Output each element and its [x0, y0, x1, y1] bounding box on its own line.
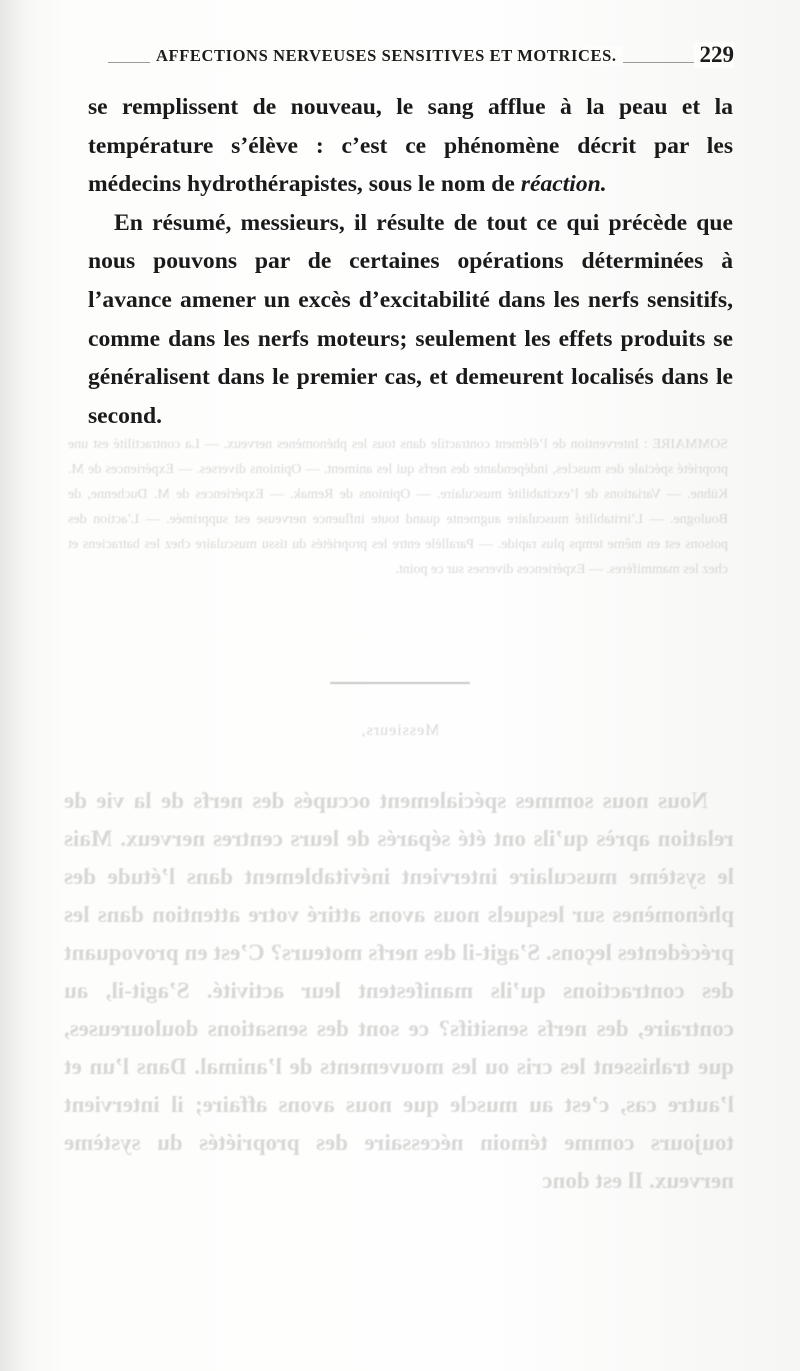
bleed-paragraph-text: Nous nous sommes spécialement occupés des nerfs de la vie de relation après qu’ils ont été séparés de leurs centres nerveux. Mais le système musculaire intervient inévitablement dans l’étude des phénomènes sur lesquels nous avons attiré votre attention dans les précédentes leçons. S’agit-il des nerfs moteurs? C’est en provoquant des contractions qu’ils manifestent leur activité. S’agit-il, au contraire, des nerfs sensitifs? ce sont des sensations douloureuses, que trahissent les cris ou les mouvements de l’animal. Dans l’un et l’autre cas, c’est au muscle que nous avons affaire; il intervient toujours comme témoin nécessaire des propriétés du système nerveux. Il est donc	[64, 788, 734, 1193]
page-number: 229	[694, 42, 735, 68]
bleed-summary: SOMMAIRE : Intervention de l’élément contractile dans tous les phénomènes nerveux. — La contractilité est une propriété spéciale des muscles, indépendante des nerfs qui les animent. — Opinions diverses. — Expériences de M. Kühne. — Variations de l’excitabilité musculaire. — Opinions de Remak. — Expériences de M. Duchenne, de Boulogne. — L’irritabilité musculaire augmente quand toute influence nerveuse est supprimée. — L’action des poisons est en même temps plus rapide. — Parallèle entre les propriétés du tissu musculaire chez les batraciens et chez les mammifères. — Expériences diverses sur ce point.	[68, 437, 728, 577]
running-title: AFFECTIONS NERVEUSES SENSITIVES ET MOTRICES.	[150, 46, 623, 66]
bleed-through-text	[0, 420, 800, 1261]
bleed-rule	[330, 682, 470, 684]
paragraph-1-italic: réaction.	[520, 171, 607, 198]
bleed-paragraph	[64, 782, 734, 1200]
running-head	[88, 42, 734, 72]
bleed-heading: Messieurs,	[360, 722, 440, 739]
paragraph-1	[88, 88, 733, 204]
paragraph-2: En résumé, messieurs, il résulte de tout ce qui précède que nous pouvons par de certaines opérations déterminées à l’avance amener un excès d’excitabilité dans les nerfs sensitifs, comme dans les nerfs moteurs; seulement les effets produits se généralisent dans le premier cas, et demeurent localisés dans le second.	[88, 209, 733, 429]
main-text	[88, 88, 733, 435]
paragraph-1-text: se remplissent de nouveau, le sang afflue à la peau et la température s’élève : c’est ce phénomène décrit par les médecins hydrothérapistes, sous le nom de	[88, 94, 733, 198]
